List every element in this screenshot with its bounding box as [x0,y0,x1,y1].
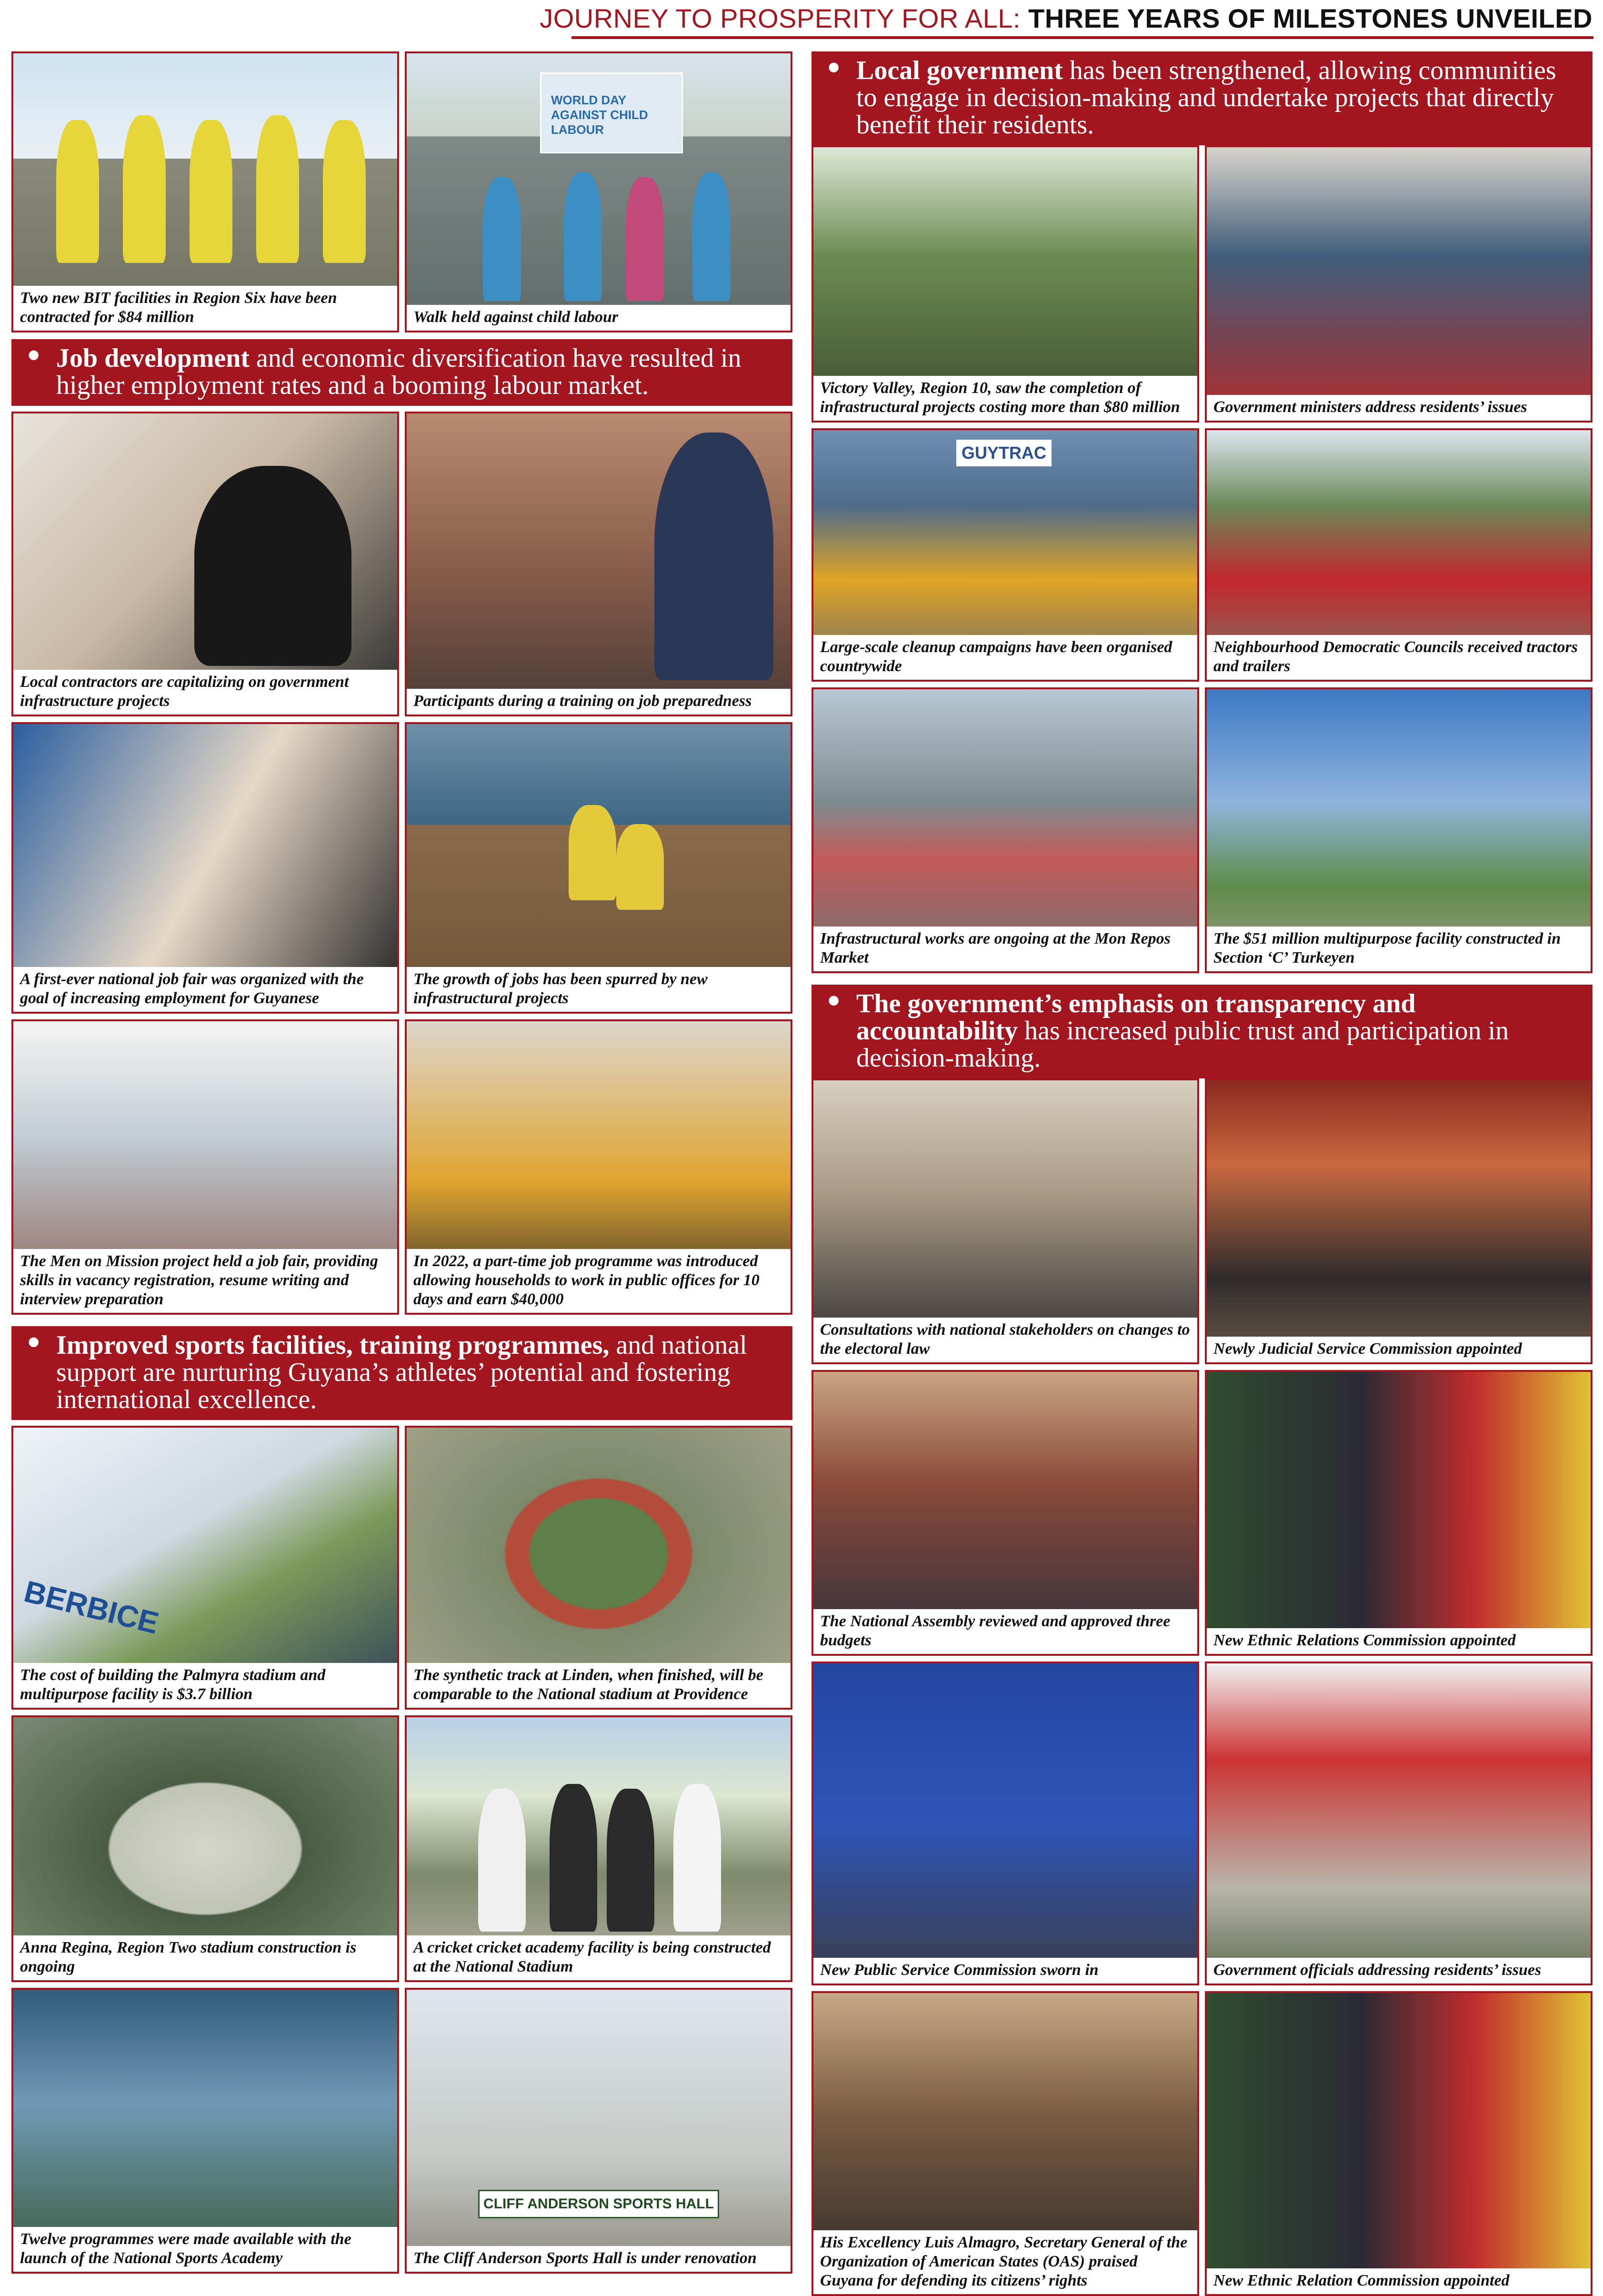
photo-caption: Victory Valley, Region 10, saw the completion of infrastructural projects costing more than $80 million [813,376,1197,421]
photo-part-time-programme [405,1019,792,1315]
photo-row [812,1078,1593,1364]
photo-cleanup [812,428,1199,682]
photo-caption: Neighbourhood Democratic Councils received tractors and trailers [1207,635,1591,680]
photo-caption: Participants during a training on job preparedness [407,689,791,715]
photo-caption: Government officials addressing residents’ issues [1207,1958,1591,1984]
photo-caption: The growth of jobs has been spurred by new infrastructural projects [407,967,791,1012]
photo-image [407,1990,791,2272]
photo-caption: In 2022, a part-time job programme was introduced allowing households to work in public offices for 10 days and earn $40,000 [407,1249,791,1313]
walker-figure [564,172,602,301]
photo-image [1207,1372,1591,1654]
worker-figure [256,115,299,263]
photo-national-assembly [812,1370,1199,1656]
hall-sign: CLIFF ANDERSON SPORTS HALL [478,2190,719,2218]
photo-ethnic-relations-2 [1205,1991,1593,2296]
banner-text: and economic diversification have resulted in higher employment rates and a booming labour market. [56,343,741,400]
person-figure [478,1789,526,1932]
photo-contractors [11,412,399,716]
photo-image [1207,1080,1591,1362]
photo-caption: Government ministers address residents’ issues [1207,395,1591,421]
photo-image [1207,1663,1591,1984]
photo-walk-child-labour [405,51,792,332]
photo-caption: The synthetic track at Linden, when finished, will be comparable to the National stadium at Providence [407,1663,791,1708]
photo-row [812,145,1593,423]
photo-ministers-residents [1205,145,1593,423]
photo-caption: The $51 million multipurpose facility constructed in Section ‘C’ Turkeyen [1207,926,1591,971]
photo-anna-regina [11,1715,399,1982]
photo-almagro [812,1991,1199,2296]
title-main: THREE YEARS OF MILESTONES UNVEILED [1021,3,1593,33]
section-banner-jobs [11,339,792,406]
photo-tractors [1205,428,1593,682]
banner-bold: Improved sports facilities, training programmes, [56,1330,610,1360]
banner-text: has increased public trust and participation in decision-making. [856,1016,1509,1073]
photo-row [11,1988,792,2274]
photo-row [812,687,1593,973]
photo-row [11,51,792,332]
guytrac-sign: GUYTRAC [956,440,1052,466]
banner-text: has been strengthened, allowing communities to engage in decision-making and undertake projects that directly benefit their residents. [856,56,1556,140]
photo-men-on-mission [11,1019,399,1315]
photo-caption: Newly Judicial Service Commission appointed [1207,1337,1591,1362]
person-figure [550,1784,597,1932]
photo-image [1207,147,1591,421]
worker-figure [190,120,232,263]
page-header [0,0,1603,48]
banner-bold: The government’s emphasis on transparency and accountability [856,989,1416,1046]
photo-row [11,1019,792,1315]
photo-row [812,1991,1593,2296]
photo-caption: The National Assembly reviewed and approved three budgets [813,1609,1197,1654]
photo-caption: New Ethnic Relations Commission appointed [1207,1628,1591,1654]
right-column [812,51,1593,2296]
photo-job-fair [11,722,399,1014]
photo-image [407,413,791,715]
photo-caption: Consultations with national stakeholders on changes to the electoral law [813,1318,1197,1362]
photo-linden-track [405,1426,792,1710]
worker-figure [569,805,616,900]
photo-ethnic-relations-1 [1205,1370,1593,1656]
worker-figure [56,120,99,263]
walker-figure [626,177,664,301]
photo-caption: A cricket cricket academy facility is being constructed at the National Stadium [407,1935,791,1980]
walker-figure [483,177,521,301]
photo-job-growth [405,722,792,1014]
speaker-figure [654,433,773,680]
worker-figure [616,824,664,910]
left-column [11,51,792,2274]
banner-sign: WORLD DAY AGAINST CHILD LABOUR [540,72,683,153]
photo-image [1207,1993,1591,2294]
photo-row [11,722,792,1014]
banner-bold: Local government [856,56,1063,85]
photo-turkeyen [1205,687,1593,973]
banner-bold: Job development [56,343,250,373]
photo-cliff-anderson [405,1988,792,2274]
photo-sports-academy [11,1988,399,2274]
photo-caption: Anna Regina, Region Two stadium construction is ongoing [13,1935,397,1980]
section-banner-transparency [812,982,1593,1078]
photo-caption: Local contractors are capitalizing on government infrastructure projects [13,670,397,715]
photo-caption: The Cliff Anderson Sports Hall is under renovation [407,2246,791,2272]
photo-caption: The cost of building the Palmyra stadium and multipurpose facility is $3.7 billion [13,1663,397,1708]
photo-consultations [812,1078,1199,1364]
worker-figure [123,115,166,263]
walker-figure [692,172,731,301]
section-banner-local-government [812,51,1593,145]
banner-text: and national support are nurturing Guyana’s athletes’ potential and fostering international excellence. [56,1330,747,1414]
bullet-icon: • [24,1324,44,1363]
photo-caption: New Ethnic Relation Commission appointed [1207,2268,1591,2294]
photo-row [11,412,792,716]
photo-officials-residents [1205,1662,1593,1985]
bullet-icon: • [824,982,844,1021]
section-banner-sports [11,1326,792,1420]
photo-row [812,1662,1593,1985]
bullet-icon: • [824,49,844,88]
photo-caption: Walk held against child labour [407,305,791,331]
photo-cricket-academy [405,1715,792,1982]
photo-caption: The Men on Mission project held a job fair, providing skills in vacancy registration, resume writing and interview preparation [13,1249,397,1313]
photo-image [813,1663,1197,1984]
photo-caption: Infrastructural works are ongoing at the Mon Repos Market [813,926,1197,971]
photo-row [11,1715,792,1982]
photo-mon-repos [812,687,1199,973]
photo-caption: His Excellency Luis Almagro, Secretary General of the Organization of American States (OAS) praised Guyana for defending its citizens’ rights [813,2230,1197,2294]
stadium-sign: BERBICE [20,1574,162,1641]
photo-palmyra-stadium [11,1426,399,1710]
photo-row [11,1426,792,1710]
photo-judicial-commission [1205,1078,1593,1364]
photo-caption: New Public Service Commission sworn in [813,1958,1197,1984]
photo-row [812,1370,1593,1656]
photo-public-service-commission [812,1662,1199,1985]
photo-row [812,428,1593,682]
header-rule [571,36,1593,39]
photo-victory-valley [812,145,1199,423]
photo-caption: Two new BIT facilities in Region Six have been contracted for $84 million [13,286,397,331]
page-title [540,3,1593,34]
bullet-icon: • [24,337,44,376]
person-figure [673,1784,721,1932]
photo-image [407,53,791,331]
person-figure [194,466,351,666]
photo-bit-facilities [11,51,399,332]
photo-caption: A first-ever national job fair was organized with the goal of increasing employment for Guyanese [13,967,397,1012]
photo-training [405,412,792,716]
photo-caption: Twelve programmes were made available with the launch of the National Sports Academy [13,2227,397,2272]
photo-caption: Large-scale cleanup campaigns have been organised countrywide [813,635,1197,680]
worker-figure [323,120,366,263]
title-prefix: JOURNEY TO PROSPERITY FOR ALL: [540,3,1021,33]
person-figure [607,1789,654,1932]
